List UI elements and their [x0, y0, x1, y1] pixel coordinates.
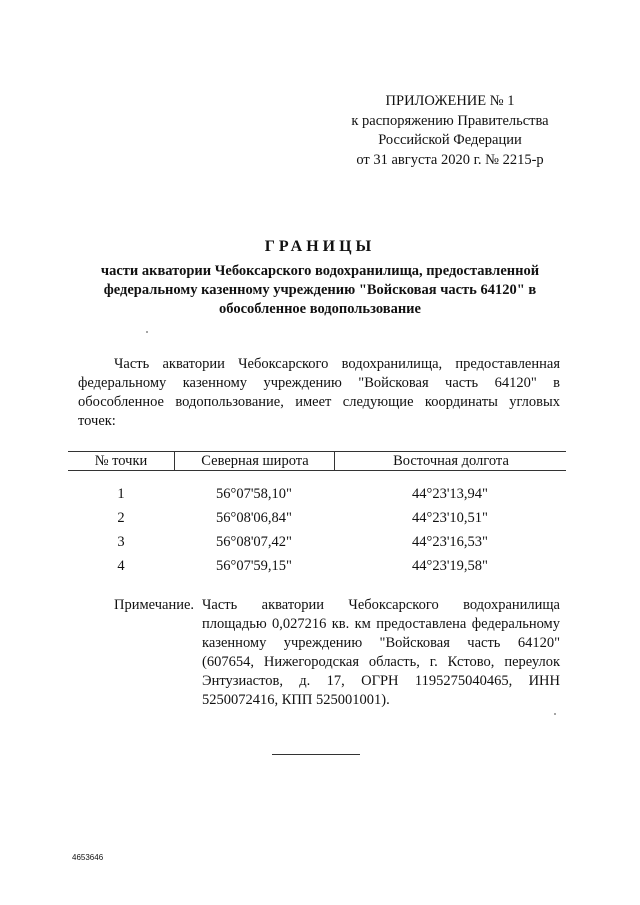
point-number: 1	[117, 486, 125, 502]
signature-line	[272, 754, 360, 755]
appendix-number: ПРИЛОЖЕНИЕ № 1	[385, 93, 515, 109]
document-subtitle: части акватории Чебоксарского водохранилища, предоставленной федеральному казенному учреждению "Войсковая часть 64120" в обособленное водопользование	[100, 263, 540, 317]
latitude-value: 56°08'06,84"	[216, 510, 292, 526]
table-row	[68, 510, 566, 534]
header-point-number: № точки	[94, 453, 148, 469]
coordinates-table-header	[68, 451, 566, 471]
point-number: 2	[117, 510, 125, 526]
appendix-order-ref: к распоряжению Правительства	[351, 112, 549, 129]
longitude-value: 44°23'13,94"	[412, 486, 488, 502]
note-body	[202, 596, 560, 710]
scan-speck	[146, 331, 148, 333]
document-title: ГРАНИЦЫ	[264, 238, 376, 255]
note-text: Часть акватории Чебоксарского водохранилища площадью 0,027216 кв. км предоставлена федеральному казенному учреждению "Войсковая часть 64120" (607654, Нижегородская область, г. Кстово, переулок Энтузиастов, д. 17, ОГРН 1195275040465, ИНН 5250072416, КПП 525001001).	[202, 597, 560, 708]
point-number: 3	[117, 534, 125, 550]
intro-paragraph	[78, 355, 560, 431]
point-number: 4	[117, 558, 125, 574]
appendix-authority: Российской Федерации	[378, 132, 522, 148]
table-row	[68, 486, 566, 510]
longitude-value: 44°23'19,58"	[412, 558, 488, 574]
table-row	[68, 558, 566, 582]
longitude-value: 44°23'16,53"	[412, 534, 488, 550]
latitude-value: 56°08'07,42"	[216, 534, 292, 550]
latitude-value: 56°07'59,15"	[216, 558, 292, 574]
scan-speck	[554, 713, 556, 715]
longitude-value: 44°23'10,51"	[412, 510, 488, 526]
header-east-longitude: Восточная долгота	[334, 452, 567, 470]
appendix-header	[330, 92, 570, 170]
intro-text: Часть акватории Чебоксарского водохранилища, предоставленная федеральному казенному учреждению "Войсковая часть 64120" в обособленное водопользование, имеет следующие координаты угловых точек:	[78, 356, 560, 429]
note-label: Примечание.	[114, 597, 195, 613]
latitude-value: 56°07'58,10"	[216, 486, 292, 502]
document-code: 4653646	[72, 853, 104, 862]
appendix-date: от 31 августа 2020 г. № 2215-р	[356, 151, 544, 168]
header-north-latitude: Северная широта	[174, 452, 335, 470]
table-row	[68, 534, 566, 558]
